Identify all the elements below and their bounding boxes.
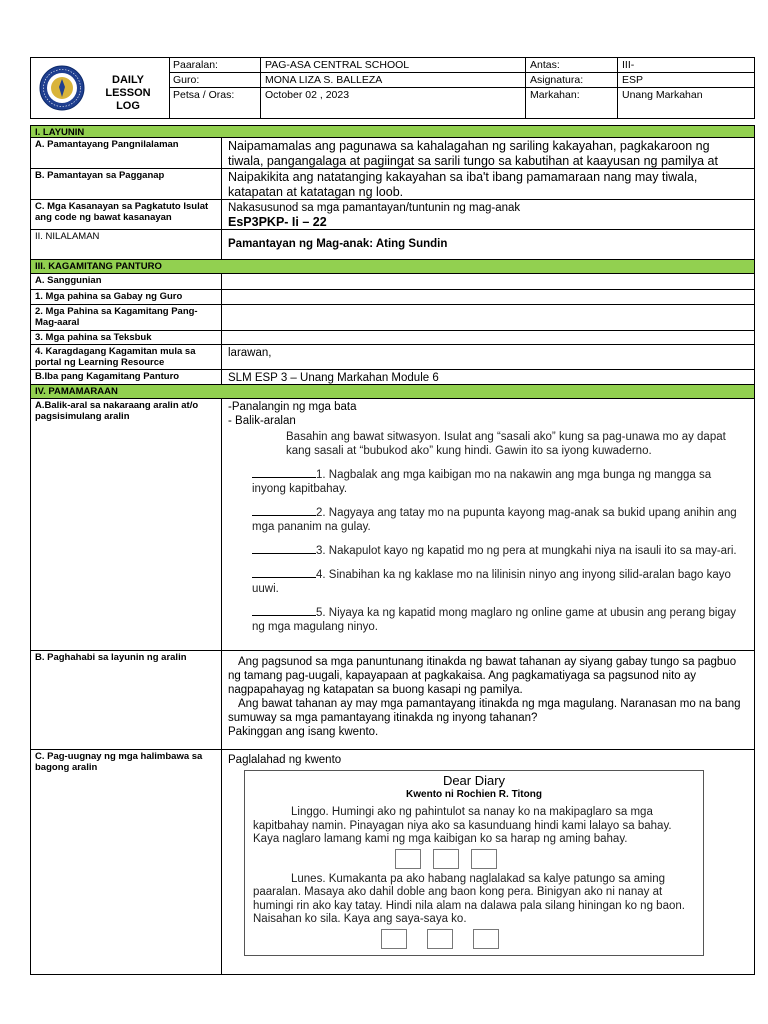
kasanayan-code: EsP3PKP- Ii – 22 <box>228 215 327 229</box>
dll-line-2: LESSON <box>105 87 151 99</box>
header-key: Markahan: <box>526 88 618 118</box>
worksheet-item <box>252 568 748 596</box>
child-face-icon <box>381 929 407 949</box>
panalangin-line: -Panalangin ng mga bata <box>228 401 357 413</box>
row-pagganap <box>31 169 754 200</box>
header-value: ESP <box>622 74 644 86</box>
row-value <box>222 399 754 650</box>
row-label: 3. Mga pahina sa Teksbuk <box>35 332 152 343</box>
row-value <box>222 651 754 749</box>
diary-paragraph-2: Lunes. Kumakanta pa ako habang naglalakad sa kalye patungo sa aming paaralan. Masaya ako dahil doble ang baon kong pera. Binigyan ako ni nanay at humingi rin ako kay tatay. Hindi nila alam na dalawa pala silang hiningan ko ng baon. Naisahan ko sila. Kaya ang saya-saya ko. <box>253 872 685 925</box>
row-value: SLM ESP 3 – Unang Markahan Module 6 <box>228 372 439 384</box>
worksheet-item <box>252 606 748 634</box>
balik-aralan-line: - Balik-aralan <box>228 415 296 427</box>
row-value: Naipakikita ang natatanging kakayahan sa iba't ibang pamamaraan nang may tiwala, katapatan at katatagan ng loob. <box>228 170 698 199</box>
header-value: PAG-ASA CENTRAL SCHOOL <box>261 58 526 72</box>
section-kagamitan <box>31 260 754 274</box>
child-face-icon <box>471 849 497 869</box>
row-kasanayan <box>31 200 754 230</box>
item-text: 5. Niyaya ka ng kapatid mong maglaro ng online game at ubusin ang perang bigay ng mga magulang ninyo. <box>252 607 737 633</box>
kasanayan-text: Nakasusunod sa mga pamantayan/tuntunin ng mag-anak <box>228 202 521 214</box>
paghahabi-paragraph-3: Pakinggan ang isang kwento. <box>228 726 379 738</box>
logo-cell <box>31 58 170 118</box>
item-text: 3. Nakapulot kayo ng kapatid mo ng pera at mungkahi niya na isauli ito sa may-ari. <box>316 545 737 557</box>
header-key: Guro: <box>169 73 261 87</box>
row-label: 4. Karagdagang Kagamitan mula sa portal ng Learning Resource <box>35 346 196 368</box>
section-label: III. KAGAMITANG PANTURO <box>35 261 162 272</box>
row-karagdagan <box>31 345 754 370</box>
worksheet-instructions <box>286 430 748 458</box>
row-paguugnay <box>31 750 754 974</box>
row-value: Pamantayan ng Mag-anak: Ating Sundin <box>228 238 448 250</box>
row-iba <box>31 370 754 385</box>
header-row <box>169 58 754 73</box>
row-value: larawan, <box>228 347 272 359</box>
header-table <box>30 57 755 119</box>
row-label: B. Paghahabi sa layunin ng aralin <box>35 652 187 663</box>
section-pamamaraan <box>31 385 754 399</box>
dll-title <box>93 74 163 113</box>
header-value: MONA LIZA S. BALLEZA <box>261 73 526 87</box>
row-teksbuk <box>31 331 754 345</box>
child-face-icon <box>473 929 499 949</box>
row-value <box>222 200 754 229</box>
lesson-table <box>30 125 755 975</box>
paglalahad-line: Paglalahad ng kwento <box>228 754 342 766</box>
answer-blank <box>252 553 316 554</box>
paghahabi-paragraph-2: Ang bawat tahanan ay may mga pamantayang itinakda ng mga magulang. Naranasan mo na bang sumuway sa mga pamantayang itinakda ng inyong tahanan? <box>228 698 741 724</box>
row-pangmag <box>31 305 754 331</box>
child-face-icon <box>395 849 421 869</box>
answer-blank <box>252 577 316 578</box>
diary-title: Dear Diary <box>442 773 506 788</box>
row-pangnilalaman <box>31 138 754 169</box>
row-balik-aral <box>31 399 754 651</box>
diary-author: Kwento ni Rochien R. Titong <box>406 789 542 800</box>
worksheet-item <box>252 506 748 534</box>
worksheet-item <box>252 544 748 558</box>
row-label: B. Pamantayan sa Pagganap <box>35 170 165 181</box>
header-row <box>169 88 754 118</box>
row-label: A. Pamantayang Pangnilalaman <box>35 139 179 150</box>
header-key: Paaralan: <box>169 58 261 72</box>
header-key: Asignatura: <box>526 73 618 87</box>
row-label: 2. Mga Pahina sa Kagamitang Pang-Mag-aaral <box>35 306 198 328</box>
dll-line-3: LOG <box>116 100 140 112</box>
header-value: Unang Markahan <box>622 89 703 101</box>
header-grid <box>169 58 754 118</box>
worksheet-item <box>252 468 748 496</box>
item-text: 4. Sinabihan ka ng kaklase mo na lilinisin ninyo ang inyong silid-aralan bago kayo uuwi. <box>252 569 731 595</box>
header-value: III- <box>622 59 635 71</box>
row-gabay <box>31 290 754 305</box>
dear-diary-story <box>244 770 704 956</box>
row-value: Naipamamalas ang pagunawa sa kahalagahan ng sariling kakayahan, pagkakaroon ng tiwala, pangangalaga at pagiingat sa sarili tungo sa kabutihan at kaayusan ng pamilya at <box>228 139 718 168</box>
row-label: II. NILALAMAN <box>35 231 100 242</box>
row-label: A. Sanggunian <box>35 275 102 286</box>
section-label: IV. PAMAMARAAN <box>35 386 118 397</box>
row-label: A.Balik-aral sa nakaraang aralin at/o pagsisimulang aralin <box>35 400 199 422</box>
item-text: 1. Nagbalak ang mga kaibigan mo na nakawin ang mga bunga ng mangga sa inyong kapitbahay. <box>252 469 712 495</box>
header-key: Antas: <box>526 58 618 72</box>
section-label: I. LAYUNIN <box>35 127 85 137</box>
illustration-row-2 <box>381 929 703 949</box>
header-row <box>169 73 754 88</box>
row-value <box>222 750 754 974</box>
paghahabi-paragraph-1: Ang pagsunod sa mga panuntunang itinakda ng bawat tahanan ay siyang gabay tungo sa pagbuo ng tamang pag-uugali, kapayapaan at pagkakaisa. Ang pagkamatiyaga sa pagsunod nito ay nagpapahayag ng katapatan sa buong kasapi ng pamilya. <box>228 656 737 696</box>
section-layunin <box>31 126 754 138</box>
row-label: 1. Mga pahina sa Gabay ng Guro <box>35 291 183 302</box>
child-face-icon <box>427 929 453 949</box>
answer-blank <box>252 477 316 478</box>
row-label: C. Pag-uugnay ng mga halimbawa sa bagong aralin <box>35 751 203 773</box>
item-text: 2. Nagyaya ang tatay mo na pupunta kayong mag-anak sa bukid upang anihin ang mga pananim na gulay. <box>252 507 737 533</box>
answer-blank <box>252 615 316 616</box>
row-label: B.Iba pang Kagamitang Panturo <box>35 371 180 382</box>
row-label: C. Mga Kasanayan sa Pagkatuto Isulat ang code ng bawat kasanayan <box>35 201 209 223</box>
row-nilalaman <box>31 230 754 260</box>
dll-line-1: DAILY <box>112 74 144 86</box>
child-face-icon <box>433 849 459 869</box>
worksheet-intro-text: Basahin ang bawat sitwasyon. Isulat ang “sasali ako” kung sa pag-unawa mo ay dapat kang sasali at “bubukod ako” kung hindi. Gawin ito sa iyong kuwaderno. <box>286 431 726 457</box>
header-key: Petsa / Oras: <box>169 88 261 118</box>
row-sanggunian <box>31 274 754 290</box>
row-paghahabi <box>31 651 754 750</box>
illustration-row-1 <box>395 849 703 869</box>
answer-blank <box>252 515 316 516</box>
deped-seal-icon <box>39 65 85 111</box>
header-value: October 02 , 2023 <box>261 88 526 118</box>
diary-paragraph-1: Linggo. Humingi ako ng pahintulot sa nanay ko na makipaglaro sa mga kapitbahay namin. Pinayagan niya ako sa kasunduang hindi kami lalayo sa bahay. Kaya naglaro lamang kami ng mga kaibigan ko sa harap ng aming bahay. <box>253 806 672 845</box>
